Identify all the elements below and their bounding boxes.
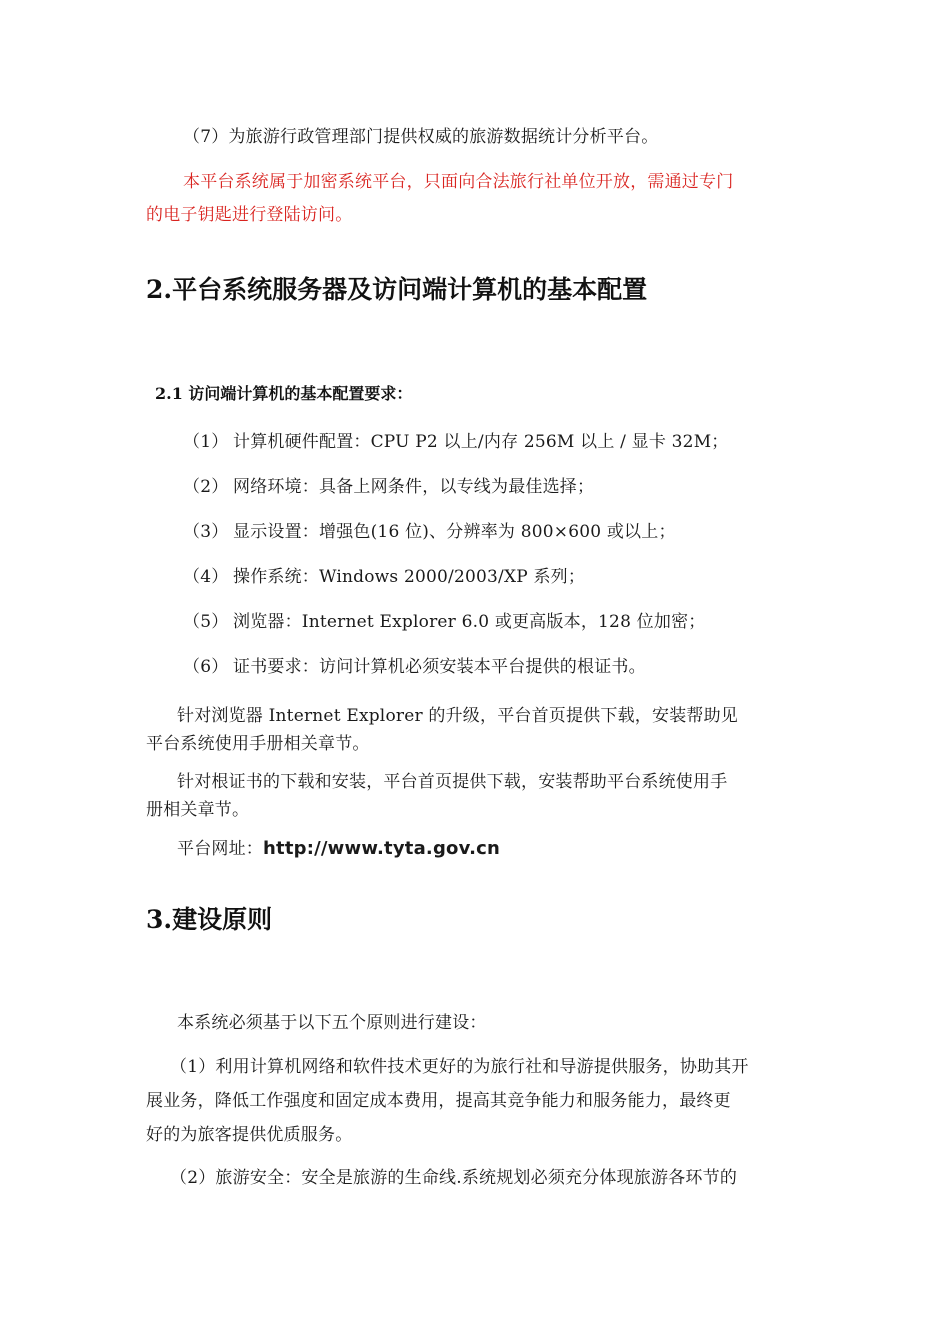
config-item-text: 计算机硬件配置：CPU P2 以上/内存 256M 以上 / 显卡 32M； (233, 432, 729, 452)
ie-paragraph-line-1: 针对浏览器 Internet Explorer 的升级，平台首页提供下载，安装帮助见 (177, 706, 738, 726)
principle-2-line-1: （2）旅游安全：安全是旅游的生命线.系统规划必须充分体现旅游各环节的 (170, 1168, 738, 1188)
config-item-2 (183, 477, 594, 497)
config-item-text: 操作系统：Windows 2000/2003/XP 系列； (233, 567, 586, 587)
principles-intro: 本系统必须基于以下五个原则进行建设： (177, 1013, 487, 1033)
config-item-number: （3） (183, 522, 229, 542)
config-item-number: （5） (183, 612, 229, 632)
principle-1-line-1: （1）利用计算机网络和软件技术更好的为旅行社和导游提供服务，协助其开 (170, 1057, 749, 1077)
config-item-4 (183, 567, 585, 587)
config-item-number: （4） (183, 567, 229, 587)
config-item-5 (183, 612, 706, 632)
config-item-number: （2） (183, 477, 229, 497)
notice-line-2: 的电子钥匙进行登陆访问。 (146, 205, 353, 225)
config-item-text: 网络环境：具备上网条件，以专线为最佳选择； (233, 477, 595, 497)
config-item-number: （1） (183, 432, 229, 452)
config-item-number: （6） (183, 657, 229, 677)
section-2-1-title: 2.1 访问端计算机的基本配置要求： (155, 384, 413, 403)
cert-paragraph-line-1: 针对根证书的下载和安装，平台首页提供下载，安装帮助平台系统使用手 (177, 772, 728, 792)
config-item-text: 浏览器：Internet Explorer 6.0 或更高版本，128 位加密； (233, 612, 706, 632)
config-item-6 (183, 657, 646, 677)
principle-1-line-3: 好的为旅客提供优质服务。 (146, 1125, 353, 1145)
site-address (177, 839, 500, 859)
section-2-title: 2.平台系统服务器及访问端计算机的基本配置 (146, 275, 648, 304)
ie-paragraph-line-2: 平台系统使用手册相关章节。 (146, 734, 370, 754)
principle-1-line-2: 展业务，降低工作强度和固定成本费用，提高其竞争能力和服务能力，最终更 (146, 1091, 731, 1111)
config-item-text: 证书要求：访问计算机必须安装本平台提供的根证书。 (233, 657, 646, 677)
cert-paragraph-line-2: 册相关章节。 (146, 800, 250, 820)
config-item-text: 显示设置：增强色(16 位)、分辨率为 800×600 或以上； (233, 522, 676, 542)
config-item-1 (183, 432, 729, 452)
notice-line-1: 本平台系统属于加密系统平台，只面向合法旅行社单位开放，需通过专门 (183, 172, 734, 192)
section-3-title: 3.建设原则 (146, 905, 273, 934)
intro-item-7: （7）为旅游行政管理部门提供权威的旅游数据统计分析平台。 (183, 127, 659, 147)
site-url-link[interactable]: http://www.tyta.gov.cn (263, 838, 500, 859)
site-address-label: 平台网址： (177, 839, 263, 859)
config-item-3 (183, 522, 676, 542)
